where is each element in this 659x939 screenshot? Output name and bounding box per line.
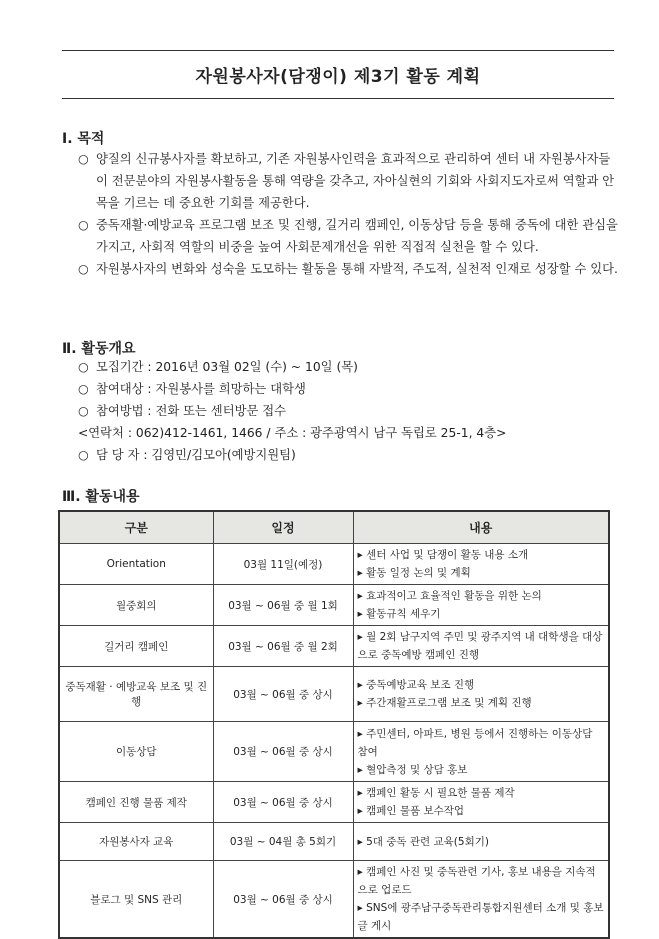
table-row xyxy=(59,544,609,585)
purpose-text: 자원봉사자의 변화와 성숙을 도모하는 활동을 통해 자발적, 주도적, 실천적 인재로 성장할 수 있다. xyxy=(96,262,618,276)
column-header: 내용 xyxy=(353,511,609,544)
schedule-cell: 03월 11일(예정) xyxy=(213,544,353,585)
table-row xyxy=(59,861,609,939)
purpose-item xyxy=(78,258,618,280)
table-header-row xyxy=(59,511,609,544)
content-line: ▸ SNS에 광주남구중독관리통합지원센터 소개 및 홍보 글 게시 xyxy=(357,902,604,932)
activities-table xyxy=(58,510,610,939)
section-overview-heading: Ⅱ. 활동개요 xyxy=(62,341,136,357)
table-row xyxy=(59,667,609,722)
content-line: ▸ 캠페인 사진 및 중독관련 기사, 홍보 내용을 지속적으로 업로드 xyxy=(357,866,596,896)
schedule-cell: 03월 ~ 06월 중 월 1회 xyxy=(213,585,353,626)
table-row xyxy=(59,782,609,823)
content-cell xyxy=(353,782,609,823)
category-cell: 캠페인 진행 물품 제작 xyxy=(59,782,213,823)
content-line: ▸ 효과적이고 효율적인 활동을 위한 논의 xyxy=(357,590,542,602)
section-purpose-heading: Ⅰ. 목적 xyxy=(62,131,105,147)
content-line: ▸ 센터 사업 및 담쟁이 활동 내용 소개 xyxy=(357,549,529,561)
content-cell xyxy=(353,861,609,939)
content-line: ▸ 중독예방교육 보조 진행 xyxy=(357,679,475,691)
content-line: ▸ 월 2회 남구지역 주민 및 광주지역 내 대학생을 대상으로 중독예방 캠페인 진행 xyxy=(357,631,603,661)
circle-bullet-icon: ○ xyxy=(78,382,89,396)
page-title: 자원봉사자(담쟁이) 제3기 활동 계획 xyxy=(195,67,481,87)
schedule-cell: 03월 ~ 04월 총 5회기 xyxy=(213,823,353,861)
circle-bullet-icon: ○ xyxy=(78,218,89,232)
overview-target xyxy=(78,378,618,400)
title-rule xyxy=(62,98,614,99)
schedule-cell: 03월 ~ 06월 중 월 2회 xyxy=(213,626,353,667)
purpose-item xyxy=(78,148,618,214)
content-line: ▸ 캠페인 물품 보수작업 xyxy=(357,805,465,817)
content-cell xyxy=(353,722,609,782)
category-cell: 블로그 및 SNS 관리 xyxy=(59,861,213,939)
method-text: 참여방법 : 전화 또는 센터방문 접수 xyxy=(96,404,286,418)
purpose-list xyxy=(78,148,618,280)
content-line: ▸ 활동 일정 논의 및 계획 xyxy=(357,567,471,579)
overview-manager xyxy=(78,444,618,466)
recruit-text: 모집기간 : 2016년 03월 02일 (수) ~ 10일 (목) xyxy=(96,360,358,374)
category-cell: 길거리 캠페인 xyxy=(59,626,213,667)
content-line: ▸ 활동규칙 세우기 xyxy=(357,608,441,620)
schedule-cell: 03월 ~ 06월 중 상시 xyxy=(213,722,353,782)
content-line: ▸ 주민센터, 아파트, 병원 등에서 진행하는 이동상담 참여 xyxy=(357,727,593,758)
manager-text: 담 당 자 : 김영민/김모아(예방지원팀) xyxy=(96,448,296,462)
overview-list xyxy=(78,356,618,466)
purpose-item xyxy=(78,214,618,258)
overview-contact: <연락처 : 062)412-1461, 1466 / 주소 : 광주광역시 남구 독립로 25-1, 4층> xyxy=(78,426,507,440)
category-cell: 이동상담 xyxy=(59,722,213,782)
circle-bullet-icon: ○ xyxy=(78,404,89,418)
table-row xyxy=(59,722,609,782)
overview-method xyxy=(78,400,618,422)
content-cell xyxy=(353,585,609,626)
circle-bullet-icon: ○ xyxy=(78,448,89,462)
content-line: ▸ 캠페인 활동 시 필요한 물품 제작 xyxy=(357,787,515,799)
content-cell xyxy=(353,823,609,861)
table-row xyxy=(59,823,609,861)
table-row xyxy=(59,626,609,667)
overview-recruit xyxy=(78,356,618,378)
purpose-text: 중독재활·예방교육 프로그램 보조 및 진행, 길거리 캠페인, 이동상담 등을 통해 중독에 대한 관심을 가지고, 사회적 역할의 비중을 높여 사회문제개선을 위한 직접적 실천을 할 수 있다. xyxy=(96,218,618,254)
content-line: ▸ 5대 중독 관련 교육(5회기) xyxy=(357,835,489,848)
target-text: 참여대상 : 자원봉사를 희망하는 대학생 xyxy=(96,382,306,396)
circle-bullet-icon: ○ xyxy=(78,152,89,166)
circle-bullet-icon: ○ xyxy=(78,360,89,374)
content-cell xyxy=(353,544,609,585)
category-cell: 월중회의 xyxy=(59,585,213,626)
section-activities-heading: Ⅲ. 활동내용 xyxy=(62,489,140,505)
column-header: 일정 xyxy=(213,511,353,544)
category-cell: Orientation xyxy=(59,544,213,585)
column-header: 구분 xyxy=(59,511,213,544)
schedule-cell: 03월 ~ 06월 중 상시 xyxy=(213,667,353,722)
content-line: ▸ 혈압측정 및 상담 홍보 xyxy=(357,763,468,776)
content-cell xyxy=(353,667,609,722)
table-row xyxy=(59,585,609,626)
schedule-cell: 03월 ~ 06월 중 상시 xyxy=(213,782,353,823)
content-line: ▸ 주간재활프로그램 보조 및 계획 진행 xyxy=(357,697,532,709)
top-rule xyxy=(62,50,614,51)
category-cell: 중독재활 · 예방교육 보조 및 진행 xyxy=(59,667,213,722)
content-cell xyxy=(353,626,609,667)
purpose-text: 양질의 신규봉사자를 확보하고, 기존 자원봉사인력을 효과적으로 관리하여 센터 내 자원봉사자들이 전문분야의 자원봉사활동을 통해 역량을 갖추고, 자아실현의 기회와 사회지도자로써 역할과 안목을 기르는 데 중요한 기회를 제공한다. xyxy=(96,152,615,210)
category-cell: 자원봉사자 교육 xyxy=(59,823,213,861)
circle-bullet-icon: ○ xyxy=(78,262,89,276)
schedule-cell: 03월 ~ 06월 중 상시 xyxy=(213,861,353,939)
